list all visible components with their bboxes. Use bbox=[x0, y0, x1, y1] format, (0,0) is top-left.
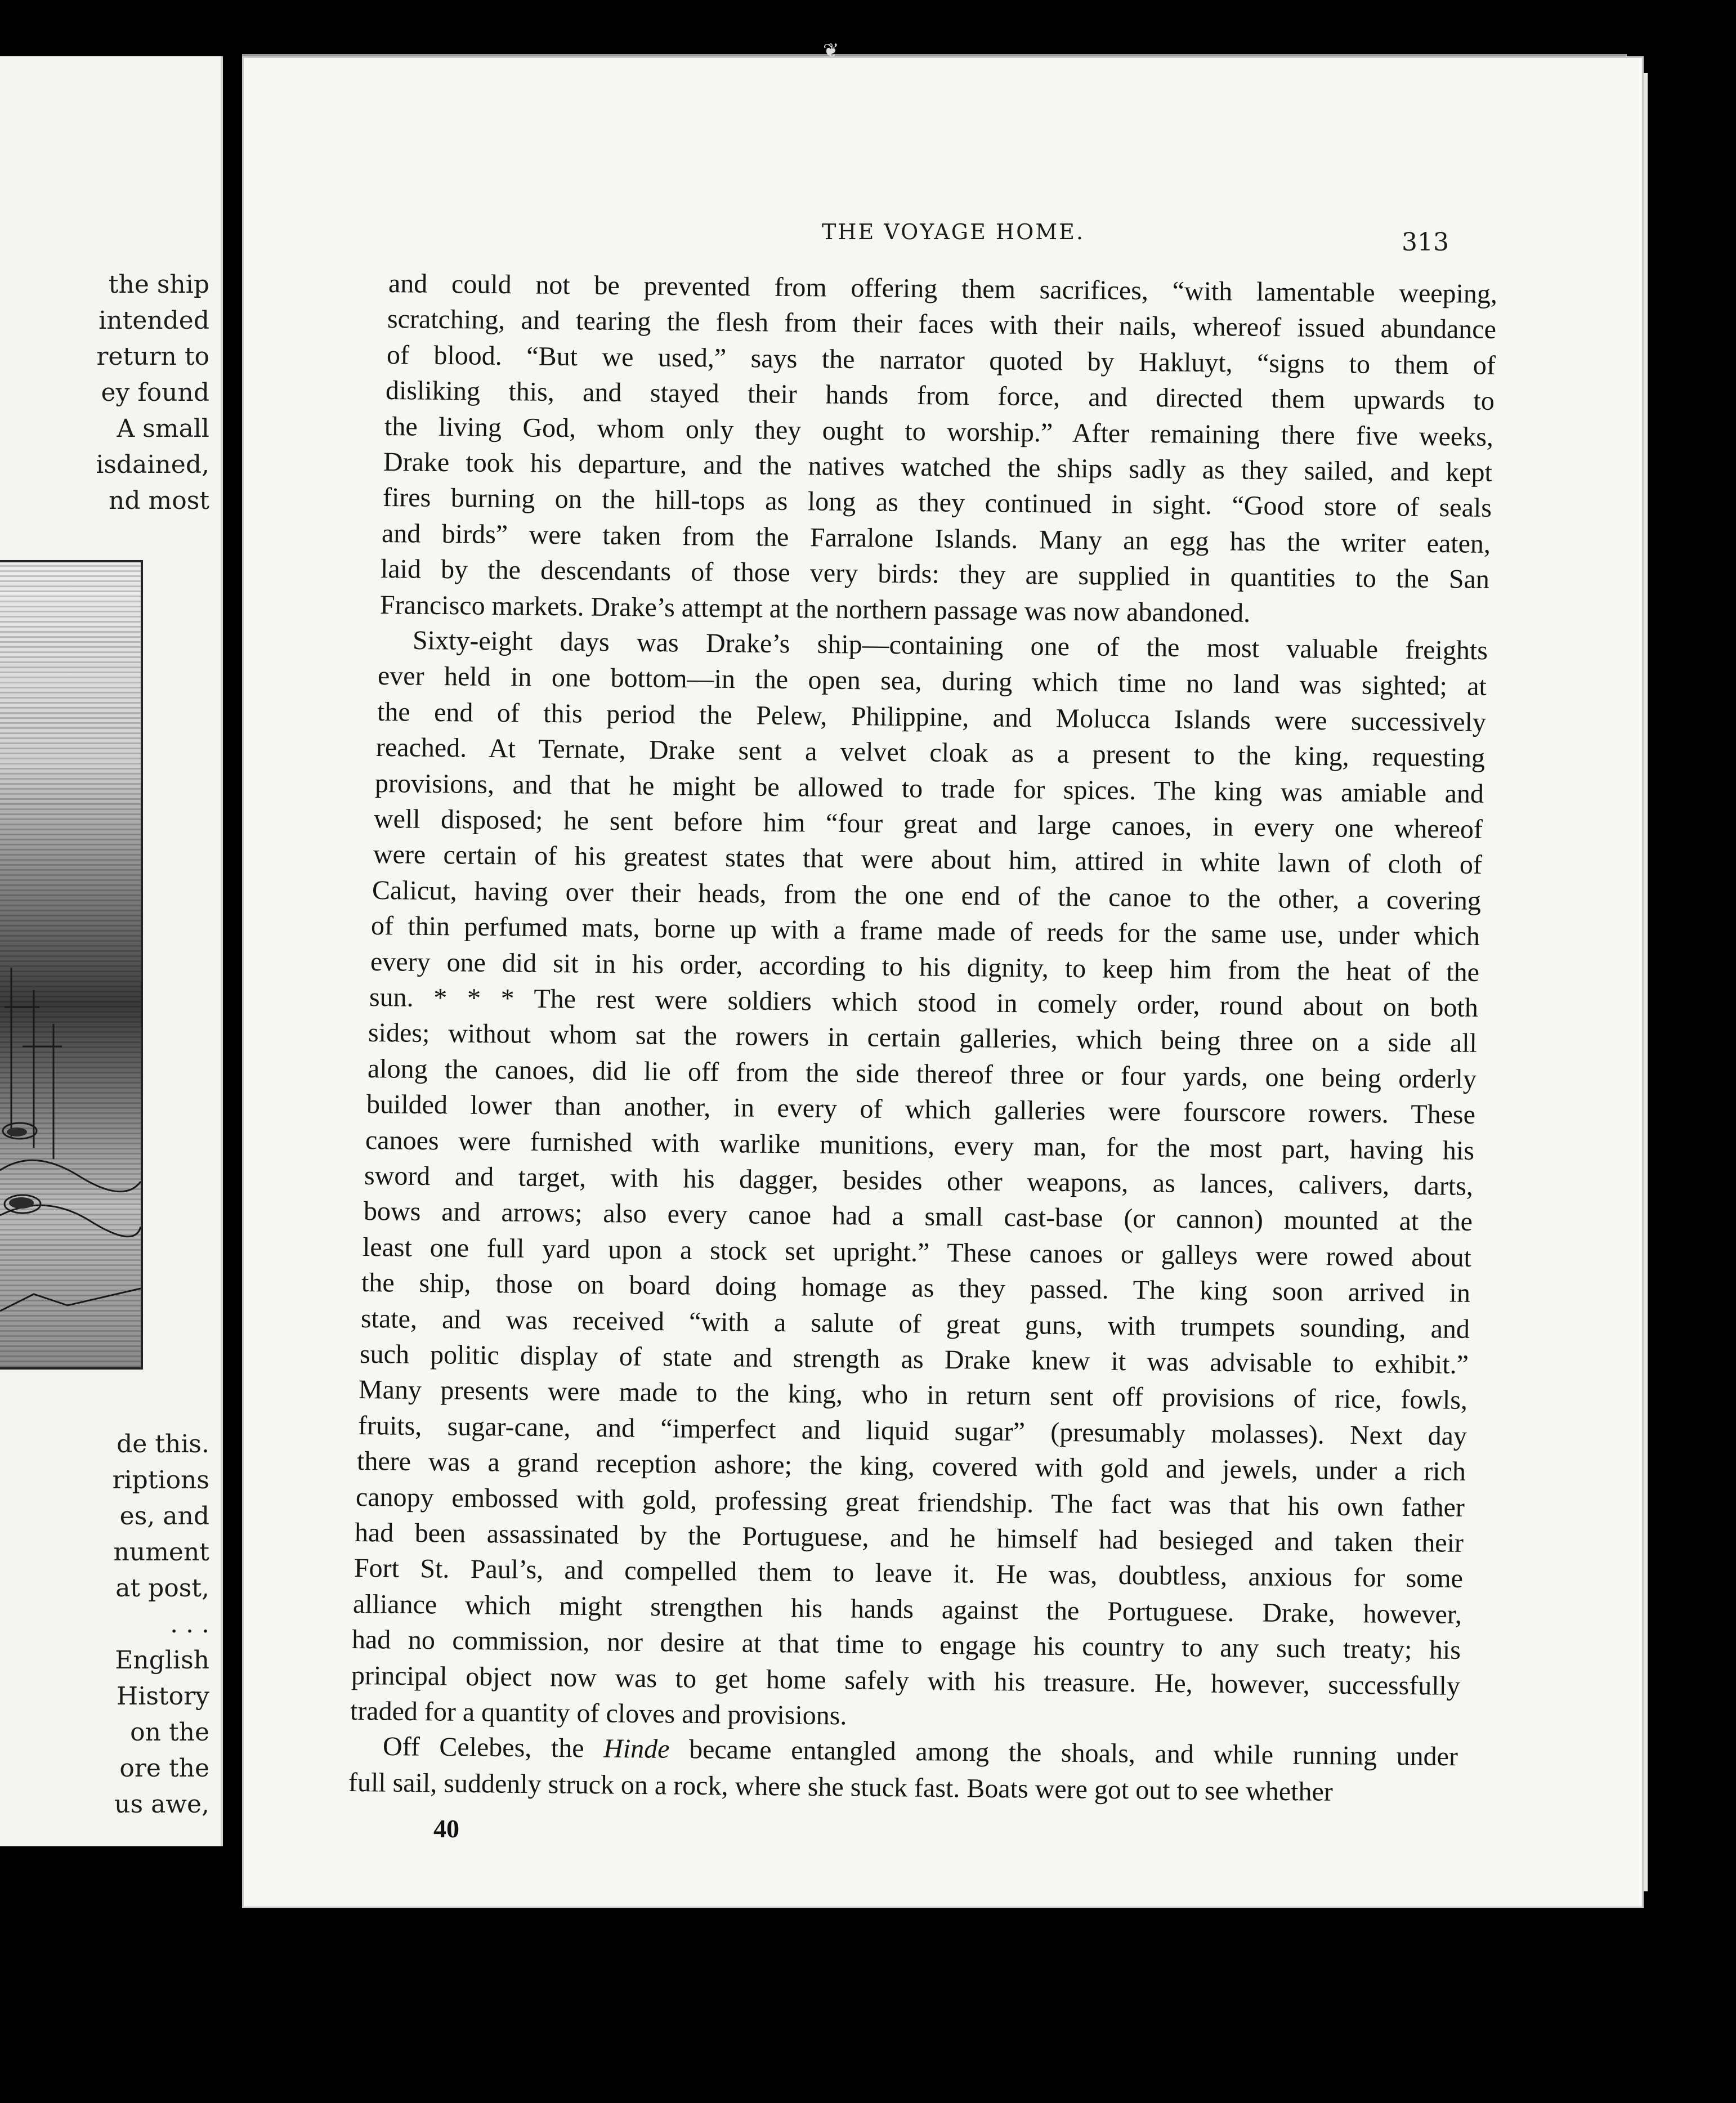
text-line: Sixty-eight days was Drake’s ship—containing one of the most valuable freights bbox=[412, 625, 1488, 666]
text-line: alliance which might strengthen his hands against the Portuguese. Drake, however, bbox=[352, 1589, 1462, 1630]
text-line: bows and arrows; also every canoe had a small cast-base (or cannon) mounted at the bbox=[363, 1196, 1473, 1237]
left-page-line: intended bbox=[99, 306, 209, 335]
text-line: there was a grand reception ashore; the king, covered with gold and jewels, under a rich bbox=[356, 1446, 1466, 1487]
left-page-line: isdained, bbox=[96, 450, 209, 479]
text-line: canoes were furnished with warlike munitions, every man, for the most part, having his bbox=[365, 1125, 1475, 1166]
ship-name-italic: Hinde bbox=[603, 1733, 670, 1764]
left-page-line: riptions bbox=[112, 1466, 209, 1495]
text-line: such politic display of state and strength as Drake knew it was advisable to exhibit.” bbox=[359, 1339, 1469, 1380]
left-page-line: A small bbox=[117, 414, 209, 443]
text-line: reached. At Ternate, Drake sent a velvet cloak as a present to the king, requesting bbox=[375, 732, 1486, 773]
text-line: the end of this period the Pelew, Philippine, and Molucca Islands were successively bbox=[377, 697, 1487, 737]
text-line: state, and was received “with a salute of great guns, with trumpets sounding, and bbox=[360, 1304, 1470, 1344]
running-head: THE VOYAGE HOME. bbox=[822, 220, 1085, 244]
text-line: canopy embossed with gold, professing great friendship. The fact was that his own father bbox=[355, 1482, 1465, 1523]
text-line: traded for a quantity of cloves and provisions. bbox=[350, 1696, 847, 1731]
text-line: Francisco markets. Drake’s attempt at the northern passage was now abandoned. bbox=[379, 590, 1251, 628]
text-line: the living God, whom only they ought to worship.” After remaining there five weeks, bbox=[384, 411, 1494, 452]
text-line: of thin perfumed mats, borne up with a frame made of reeds for the same use, under which bbox=[370, 911, 1480, 951]
text-line: Calicut, having over their heads, from the one end of the canoe to the other, a covering bbox=[372, 875, 1482, 916]
text-line: sword and target, with his dagger, besides other weapons, as lances, calivers, darts, bbox=[364, 1161, 1474, 1201]
text-line: sun. * * * The rest were soldiers which stood in comely order, round about on both bbox=[369, 982, 1479, 1023]
text-line: fruits, sugar-cane, and “imperfect and liquid sugar” (presumably molasses). Next day bbox=[357, 1411, 1467, 1451]
text-line: builded lower than another, in every of which galleries were fourscore rowers. These bbox=[366, 1089, 1476, 1130]
left-page-line: de this. bbox=[117, 1430, 209, 1458]
text-line: provisions, and that he might be allowed to trade for spices. The king was amiable and bbox=[374, 768, 1484, 809]
text-line: scratching, and tearing the flesh from their faces with their nails, whereof issued abundance bbox=[387, 304, 1497, 344]
left-page-line: . . . bbox=[170, 1610, 209, 1639]
text-line: Off Celebes, the Hinde became entangled among the shoals, and while running under bbox=[382, 1731, 1458, 1772]
text-line: along the canoes, did lie off from the side thereof three or four yards, one being orderly bbox=[367, 1054, 1477, 1094]
text-line: of blood. “But we used,” says the narrator quoted by Hakluyt, “signs to them of bbox=[386, 340, 1496, 381]
text-line: the ship, those on board doing homage as they passed. The king soon arrived in bbox=[361, 1268, 1471, 1308]
text-line: had no commission, nor desire at that time to engage his country to any such treaty; his bbox=[351, 1625, 1461, 1665]
text-line: every one did sit in his order, according to his dignity, to keep him from the heat of the bbox=[370, 947, 1480, 987]
text-line: had been assassinated by the Portuguese, and he himself had besieged and taken their bbox=[354, 1518, 1464, 1558]
page-number: 313 bbox=[1402, 228, 1449, 257]
text-line: and birds” were taken from the Farralone Islands. Many an egg has the writer eaten, bbox=[381, 518, 1491, 559]
left-page-line: the ship bbox=[108, 270, 209, 299]
text-line: disliking this, and stayed their hands from force, and directed them upwards to bbox=[385, 375, 1495, 416]
left-page-line: ey found bbox=[101, 378, 209, 407]
text-line: Fort St. Paul’s, and compelled them to leave it. He was, doubtless, anxious for some bbox=[354, 1553, 1464, 1594]
printer-signature-mark: 40 bbox=[433, 1814, 459, 1843]
left-page-line: at post, bbox=[115, 1574, 209, 1603]
left-page-line: ore the bbox=[119, 1754, 209, 1783]
text-line: laid by the descendants of those very birds: they are supplied in quantities to the San bbox=[380, 554, 1490, 594]
text-line: ever held in one bottom—in the open sea, during which time no land was sighted; at bbox=[377, 661, 1487, 701]
text-line: least one full yard upon a stock set upright.” These canoes or galleys were rowed about bbox=[362, 1232, 1472, 1273]
text-line: well disposed; he sent before him “four great and large canoes, in every one whereof bbox=[373, 804, 1483, 844]
text-line: principal object now was to get home safely with his treasure. He, however, successfully bbox=[351, 1661, 1461, 1701]
binding-thread-mark: ❦ bbox=[823, 39, 839, 62]
text-line: sides; without whom sat the rowers in certain galleries, which being three on a side all bbox=[368, 1018, 1478, 1058]
left-page-line: nument bbox=[113, 1538, 209, 1567]
left-page-line: nd most bbox=[109, 486, 209, 515]
left-page-line: return to bbox=[96, 342, 209, 371]
left-page-line: es, and bbox=[119, 1502, 209, 1531]
text-line: Many presents were made to the king, who in return sent off provisions of rice, fowls, bbox=[358, 1375, 1468, 1415]
text-line: and could not be prevented from offering them sacrifices, “with lamentable weeping, bbox=[388, 269, 1498, 309]
text-line: fires burning on the hill-tops as long as they continued in sight. “Good store of seals bbox=[382, 482, 1492, 523]
text-line: full sail, suddenly struck on a rock, where she stuck fast. Boats were got out to see whether bbox=[348, 1768, 1334, 1807]
left-page-line: on the bbox=[130, 1718, 209, 1747]
text-line: were certain of his greatest states that were about him, attired in white lawn of cloth of bbox=[373, 839, 1483, 880]
left-page-line: English bbox=[115, 1646, 209, 1675]
left-page-line: History bbox=[116, 1682, 209, 1711]
text-line: Drake took his departure, and the natives watched the ships sadly as they sailed, and kept bbox=[383, 447, 1493, 487]
left-page-line: us awe, bbox=[114, 1790, 209, 1819]
